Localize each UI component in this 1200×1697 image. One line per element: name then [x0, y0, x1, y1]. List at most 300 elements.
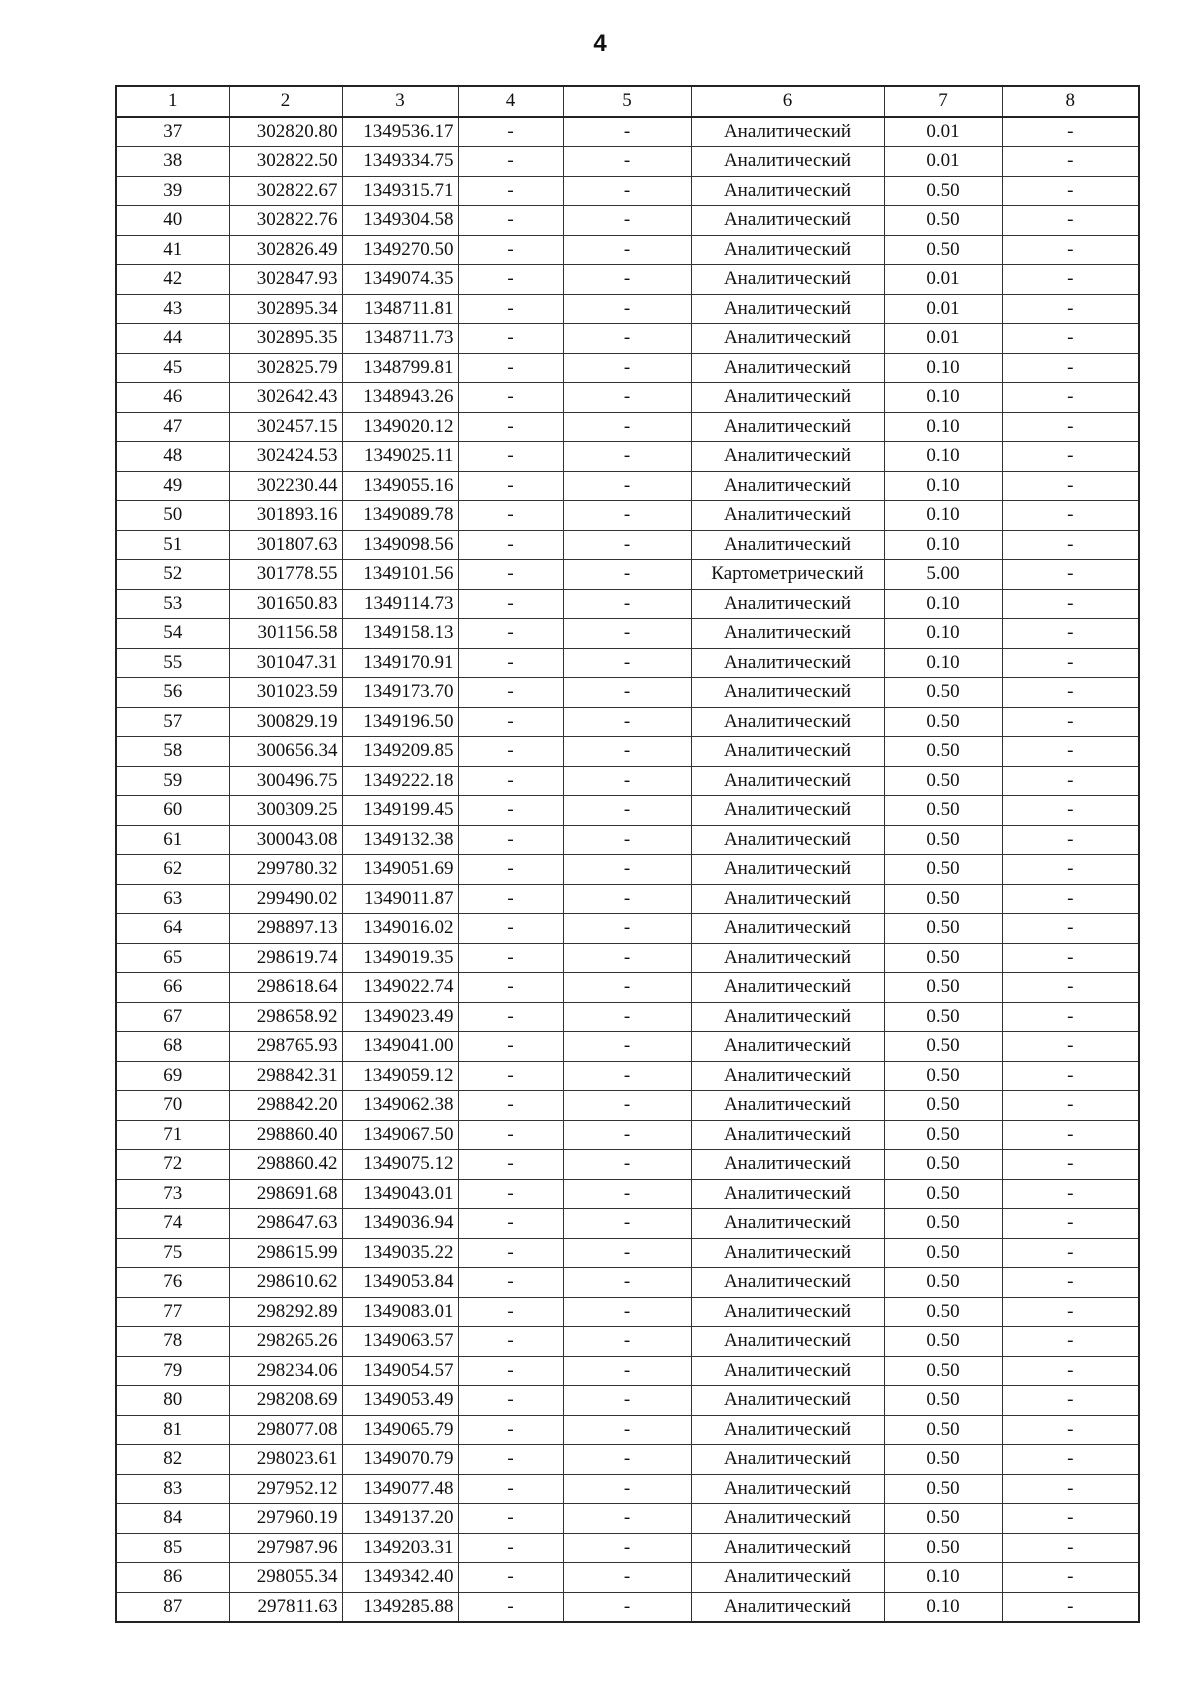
table-row [116, 235, 1139, 265]
table-cell-col-7: 0.10 [884, 501, 1002, 531]
table-cell-col-4: - [458, 1209, 563, 1239]
table-cell-col-1: 46 [116, 383, 229, 413]
table-cell-col-2: 298897.13 [229, 914, 342, 944]
table-cell-col-3: 1349196.50 [342, 707, 458, 737]
table-cell-col-8: - [1002, 147, 1139, 177]
table-cell-col-5: - [563, 943, 691, 973]
table-cell-col-5: - [563, 589, 691, 619]
table-cell-col-2: 302457.15 [229, 412, 342, 442]
table-cell-col-3: 1349035.22 [342, 1238, 458, 1268]
table-cell-col-8: - [1002, 1474, 1139, 1504]
table-cell-col-4: - [458, 1386, 563, 1416]
table-cell-col-7: 0.10 [884, 471, 1002, 501]
table-cell-col-8: - [1002, 766, 1139, 796]
table-cell-col-3: 1349101.56 [342, 560, 458, 590]
table-cell-col-6: Аналитический [691, 1563, 884, 1593]
table-row [116, 442, 1139, 472]
table-cell-col-2: 297960.19 [229, 1504, 342, 1534]
table-cell-col-8: - [1002, 973, 1139, 1003]
table-cell-col-3: 1349083.01 [342, 1297, 458, 1327]
table-cell-col-8: - [1002, 943, 1139, 973]
table-row [116, 560, 1139, 590]
table-cell-col-7: 0.10 [884, 1563, 1002, 1593]
table-cell-col-3: 1349055.16 [342, 471, 458, 501]
table-cell-col-3: 1349016.02 [342, 914, 458, 944]
table-cell-col-7: 0.50 [884, 1120, 1002, 1150]
table-row [116, 176, 1139, 206]
table-cell-col-1: 54 [116, 619, 229, 649]
table-cell-col-4: - [458, 707, 563, 737]
table-cell-col-2: 298647.63 [229, 1209, 342, 1239]
table-cell-col-1: 55 [116, 648, 229, 678]
table-cell-col-1: 83 [116, 1474, 229, 1504]
table-cell-col-4: - [458, 766, 563, 796]
table-cell-col-3: 1349019.35 [342, 943, 458, 973]
table-cell-col-7: 0.50 [884, 1179, 1002, 1209]
table-cell-col-7: 0.10 [884, 648, 1002, 678]
table-cell-col-3: 1349334.75 [342, 147, 458, 177]
table-cell-col-2: 300829.19 [229, 707, 342, 737]
table-cell-col-3: 1349059.12 [342, 1061, 458, 1091]
table-cell-col-2: 298691.68 [229, 1179, 342, 1209]
table-row [116, 294, 1139, 324]
table-cell-col-8: - [1002, 265, 1139, 295]
table-cell-col-5: - [563, 855, 691, 885]
table-cell-col-1: 53 [116, 589, 229, 619]
table-cell-col-3: 1349270.50 [342, 235, 458, 265]
table-cell-col-7: 0.50 [884, 1002, 1002, 1032]
table-cell-col-7: 5.00 [884, 560, 1002, 590]
table-cell-col-4: - [458, 1356, 563, 1386]
table-cell-col-5: - [563, 1592, 691, 1622]
table-cell-col-3: 1349070.79 [342, 1445, 458, 1475]
table-cell-col-5: - [563, 1002, 691, 1032]
table-cell-col-8: - [1002, 1032, 1139, 1062]
table-cell-col-5: - [563, 117, 691, 147]
table-cell-col-1: 51 [116, 530, 229, 560]
table-row [116, 1592, 1139, 1622]
table-cell-col-5: - [563, 176, 691, 206]
table-cell-col-1: 48 [116, 442, 229, 472]
table-cell-col-6: Аналитический [691, 1386, 884, 1416]
table-row [116, 796, 1139, 826]
table-cell-col-5: - [563, 1386, 691, 1416]
table-cell-col-1: 73 [116, 1179, 229, 1209]
table-cell-col-1: 68 [116, 1032, 229, 1062]
table-cell-col-2: 297811.63 [229, 1592, 342, 1622]
table-cell-col-6: Аналитический [691, 678, 884, 708]
table-cell-col-3: 1349022.74 [342, 973, 458, 1003]
table-cell-col-8: - [1002, 1061, 1139, 1091]
table-cell-col-7: 0.50 [884, 1386, 1002, 1416]
table-cell-col-2: 298292.89 [229, 1297, 342, 1327]
table-cell-col-2: 302847.93 [229, 265, 342, 295]
table-cell-col-6: Аналитический [691, 766, 884, 796]
table-cell-col-4: - [458, 1120, 563, 1150]
table-cell-col-1: 44 [116, 324, 229, 354]
table-cell-col-1: 40 [116, 206, 229, 236]
table-row [116, 530, 1139, 560]
table-cell-col-6: Аналитический [691, 1179, 884, 1209]
table-row [116, 766, 1139, 796]
table-cell-col-7: 0.50 [884, 1445, 1002, 1475]
table-cell-col-6: Аналитический [691, 1120, 884, 1150]
table-cell-col-6: Аналитический [691, 324, 884, 354]
table-cell-col-6: Аналитический [691, 501, 884, 531]
table-cell-col-4: - [458, 1297, 563, 1327]
table-cell-col-6: Аналитический [691, 1504, 884, 1534]
table-cell-col-6: Аналитический [691, 1061, 884, 1091]
table-header-row [116, 86, 1139, 117]
table-row [116, 648, 1139, 678]
table-cell-col-7: 0.50 [884, 855, 1002, 885]
table-cell-col-5: - [563, 1061, 691, 1091]
table-cell-col-7: 0.50 [884, 973, 1002, 1003]
table-cell-col-3: 1349285.88 [342, 1592, 458, 1622]
table-cell-col-4: - [458, 412, 563, 442]
table-cell-col-4: - [458, 796, 563, 826]
table-cell-col-6: Аналитический [691, 1209, 884, 1239]
table-cell-col-5: - [563, 1474, 691, 1504]
table-cell-col-5: - [563, 471, 691, 501]
table-cell-col-5: - [563, 147, 691, 177]
table-cell-col-7: 0.50 [884, 1061, 1002, 1091]
table-cell-col-6: Аналитический [691, 914, 884, 944]
table-cell-col-1: 69 [116, 1061, 229, 1091]
table-cell-col-3: 1349158.13 [342, 619, 458, 649]
table-cell-col-5: - [563, 1179, 691, 1209]
table-row [116, 678, 1139, 708]
table-cell-col-1: 61 [116, 825, 229, 855]
table-row [116, 1474, 1139, 1504]
table-row [116, 1032, 1139, 1062]
table-row [116, 1356, 1139, 1386]
table-cell-col-3: 1349065.79 [342, 1415, 458, 1445]
table-row [116, 147, 1139, 177]
table-cell-col-7: 0.50 [884, 1474, 1002, 1504]
table-row [116, 117, 1139, 147]
table-cell-col-3: 1349173.70 [342, 678, 458, 708]
table-cell-col-2: 300656.34 [229, 737, 342, 767]
table-cell-col-7: 0.50 [884, 176, 1002, 206]
table-cell-col-6: Аналитический [691, 1297, 884, 1327]
table-cell-col-2: 302826.49 [229, 235, 342, 265]
table-cell-col-3: 1349199.45 [342, 796, 458, 826]
table-cell-col-4: - [458, 176, 563, 206]
table-cell-col-5: - [563, 265, 691, 295]
table-cell-col-3: 1348711.73 [342, 324, 458, 354]
table-cell-col-6: Аналитический [691, 1445, 884, 1475]
table-cell-col-3: 1349132.38 [342, 825, 458, 855]
table-cell-col-7: 0.10 [884, 530, 1002, 560]
table-cell-col-4: - [458, 1592, 563, 1622]
table-cell-col-6: Аналитический [691, 176, 884, 206]
table-cell-col-1: 66 [116, 973, 229, 1003]
table-cell-col-2: 298860.42 [229, 1150, 342, 1180]
table-cell-col-2: 300309.25 [229, 796, 342, 826]
table-cell-col-5: - [563, 1238, 691, 1268]
table-cell-col-5: - [563, 442, 691, 472]
table-cell-col-7: 0.01 [884, 324, 1002, 354]
table-cell-col-7: 0.01 [884, 147, 1002, 177]
table-cell-col-2: 301156.58 [229, 619, 342, 649]
coordinates-table [115, 85, 1140, 1623]
table-cell-col-1: 47 [116, 412, 229, 442]
table-cell-col-8: - [1002, 884, 1139, 914]
table-row [116, 707, 1139, 737]
table-cell-col-2: 301023.59 [229, 678, 342, 708]
table-cell-col-5: - [563, 884, 691, 914]
table-cell-col-8: - [1002, 648, 1139, 678]
table-cell-col-2: 301893.16 [229, 501, 342, 531]
table-cell-col-4: - [458, 235, 563, 265]
table-cell-col-2: 298860.40 [229, 1120, 342, 1150]
table-cell-col-8: - [1002, 1091, 1139, 1121]
table-cell-col-1: 84 [116, 1504, 229, 1534]
table-cell-col-1: 60 [116, 796, 229, 826]
table-cell-col-8: - [1002, 1356, 1139, 1386]
table-cell-col-1: 45 [116, 353, 229, 383]
table-cell-col-4: - [458, 1032, 563, 1062]
table-row [116, 1533, 1139, 1563]
table-cell-col-6: Аналитический [691, 1327, 884, 1357]
column-header-1: 1 [116, 86, 229, 117]
table-cell-col-8: - [1002, 1504, 1139, 1534]
table-cell-col-6: Аналитический [691, 619, 884, 649]
table-cell-col-4: - [458, 206, 563, 236]
table-cell-col-2: 302424.53 [229, 442, 342, 472]
table-cell-col-2: 298842.20 [229, 1091, 342, 1121]
table-cell-col-5: - [563, 914, 691, 944]
table-cell-col-5: - [563, 1209, 691, 1239]
table-cell-col-7: 0.50 [884, 1297, 1002, 1327]
table-cell-col-8: - [1002, 530, 1139, 560]
table-cell-col-7: 0.50 [884, 1327, 1002, 1357]
table-cell-col-1: 56 [116, 678, 229, 708]
table-cell-col-4: - [458, 1563, 563, 1593]
table-cell-col-8: - [1002, 1179, 1139, 1209]
table-cell-col-6: Аналитический [691, 1356, 884, 1386]
table-cell-col-3: 1349089.78 [342, 501, 458, 531]
table-cell-col-5: - [563, 1327, 691, 1357]
table-cell-col-7: 0.10 [884, 1592, 1002, 1622]
table-cell-col-3: 1349023.49 [342, 1002, 458, 1032]
table-cell-col-5: - [563, 560, 691, 590]
table-cell-col-3: 1349053.84 [342, 1268, 458, 1298]
table-cell-col-1: 39 [116, 176, 229, 206]
table-cell-col-6: Аналитический [691, 442, 884, 472]
table-cell-col-2: 302230.44 [229, 471, 342, 501]
table-row [116, 1061, 1139, 1091]
table-cell-col-1: 41 [116, 235, 229, 265]
table-cell-col-4: - [458, 1268, 563, 1298]
table-row [116, 1209, 1139, 1239]
table-cell-col-8: - [1002, 1415, 1139, 1445]
table-cell-col-6: Аналитический [691, 235, 884, 265]
table-cell-col-7: 0.50 [884, 1533, 1002, 1563]
table-cell-col-3: 1349222.18 [342, 766, 458, 796]
table-row [116, 265, 1139, 295]
table-cell-col-5: - [563, 353, 691, 383]
table-cell-col-5: - [563, 1504, 691, 1534]
table-cell-col-6: Аналитический [691, 353, 884, 383]
table-cell-col-3: 1349077.48 [342, 1474, 458, 1504]
table-cell-col-8: - [1002, 501, 1139, 531]
table-cell-col-1: 78 [116, 1327, 229, 1357]
table-cell-col-4: - [458, 383, 563, 413]
table-cell-col-5: - [563, 1032, 691, 1062]
table-cell-col-7: 0.10 [884, 353, 1002, 383]
table-cell-col-8: - [1002, 737, 1139, 767]
table-cell-col-1: 37 [116, 117, 229, 147]
table-cell-col-7: 0.10 [884, 442, 1002, 472]
table-row [116, 1002, 1139, 1032]
table-cell-col-8: - [1002, 1592, 1139, 1622]
column-header-7: 7 [884, 86, 1002, 117]
table-cell-col-6: Аналитический [691, 796, 884, 826]
table-cell-col-4: - [458, 1061, 563, 1091]
table-cell-col-3: 1349025.11 [342, 442, 458, 472]
table-cell-col-3: 1349043.01 [342, 1179, 458, 1209]
table-row [116, 825, 1139, 855]
table-row [116, 1297, 1139, 1327]
table-cell-col-3: 1349137.20 [342, 1504, 458, 1534]
table-cell-col-5: - [563, 412, 691, 442]
table-row [116, 471, 1139, 501]
table-cell-col-7: 0.50 [884, 678, 1002, 708]
table-cell-col-4: - [458, 560, 563, 590]
table-cell-col-7: 0.50 [884, 796, 1002, 826]
table-cell-col-4: - [458, 943, 563, 973]
table-cell-col-5: - [563, 648, 691, 678]
table-cell-col-6: Аналитический [691, 383, 884, 413]
table-cell-col-2: 302825.79 [229, 353, 342, 383]
table-cell-col-7: 0.10 [884, 383, 1002, 413]
table-cell-col-3: 1349011.87 [342, 884, 458, 914]
table-cell-col-8: - [1002, 1209, 1139, 1239]
table-cell-col-1: 63 [116, 884, 229, 914]
table-cell-col-7: 0.50 [884, 766, 1002, 796]
table-cell-col-8: - [1002, 117, 1139, 147]
table-cell-col-3: 1349053.49 [342, 1386, 458, 1416]
table-cell-col-6: Аналитический [691, 530, 884, 560]
table-row [116, 1120, 1139, 1150]
table-cell-col-1: 82 [116, 1445, 229, 1475]
table-cell-col-2: 300496.75 [229, 766, 342, 796]
table-cell-col-8: - [1002, 1386, 1139, 1416]
table-cell-col-3: 1349063.57 [342, 1327, 458, 1357]
table-cell-col-6: Аналитический [691, 1474, 884, 1504]
table-cell-col-6: Аналитический [691, 1150, 884, 1180]
table-cell-col-6: Аналитический [691, 265, 884, 295]
table-row [116, 1415, 1139, 1445]
table-cell-col-7: 0.50 [884, 1504, 1002, 1534]
table-cell-col-4: - [458, 973, 563, 1003]
table-cell-col-4: - [458, 1327, 563, 1357]
table-cell-col-3: 1349536.17 [342, 117, 458, 147]
table-cell-col-6: Аналитический [691, 737, 884, 767]
table-cell-col-3: 1349209.85 [342, 737, 458, 767]
table-cell-col-5: - [563, 1356, 691, 1386]
table-row [116, 943, 1139, 973]
table-cell-col-6: Аналитический [691, 117, 884, 147]
table-cell-col-6: Аналитический [691, 1592, 884, 1622]
table-cell-col-3: 1349170.91 [342, 648, 458, 678]
table-cell-col-4: - [458, 1533, 563, 1563]
table-cell-col-1: 43 [116, 294, 229, 324]
table-cell-col-4: - [458, 471, 563, 501]
table-cell-col-5: - [563, 619, 691, 649]
table-cell-col-5: - [563, 825, 691, 855]
table-cell-col-6: Аналитический [691, 1238, 884, 1268]
table-cell-col-7: 0.01 [884, 294, 1002, 324]
table-cell-col-7: 0.01 [884, 117, 1002, 147]
table-cell-col-8: - [1002, 1533, 1139, 1563]
table-cell-col-7: 0.10 [884, 412, 1002, 442]
table-cell-col-8: - [1002, 471, 1139, 501]
table-cell-col-1: 80 [116, 1386, 229, 1416]
table-cell-col-3: 1349041.00 [342, 1032, 458, 1062]
table-cell-col-6: Аналитический [691, 707, 884, 737]
table-cell-col-2: 297987.96 [229, 1533, 342, 1563]
table-cell-col-1: 38 [116, 147, 229, 177]
table-cell-col-6: Аналитический [691, 825, 884, 855]
table-cell-col-3: 1349036.94 [342, 1209, 458, 1239]
table-cell-col-5: - [563, 737, 691, 767]
table-cell-col-4: - [458, 1445, 563, 1475]
table-row [116, 383, 1139, 413]
table-cell-col-8: - [1002, 796, 1139, 826]
table-cell-col-7: 0.50 [884, 1150, 1002, 1180]
table-cell-col-6: Аналитический [691, 884, 884, 914]
table-cell-col-1: 58 [116, 737, 229, 767]
table-row [116, 206, 1139, 236]
table-cell-col-7: 0.10 [884, 589, 1002, 619]
table-cell-col-1: 64 [116, 914, 229, 944]
table-cell-col-8: - [1002, 1445, 1139, 1475]
table-cell-col-6: Аналитический [691, 294, 884, 324]
table-cell-col-2: 298842.31 [229, 1061, 342, 1091]
table-cell-col-4: - [458, 678, 563, 708]
table-cell-col-1: 50 [116, 501, 229, 531]
table-cell-col-6: Картометрический [691, 560, 884, 590]
table-row [116, 1091, 1139, 1121]
table-cell-col-7: 0.10 [884, 619, 1002, 649]
table-cell-col-4: - [458, 648, 563, 678]
table-cell-col-2: 298619.74 [229, 943, 342, 973]
table-cell-col-4: - [458, 294, 563, 324]
table-row [116, 1504, 1139, 1534]
table-cell-col-4: - [458, 442, 563, 472]
table-cell-col-3: 1349020.12 [342, 412, 458, 442]
table-cell-col-1: 86 [116, 1563, 229, 1593]
table-cell-col-1: 75 [116, 1238, 229, 1268]
table-cell-col-4: - [458, 884, 563, 914]
table-row [116, 973, 1139, 1003]
table-cell-col-5: - [563, 1150, 691, 1180]
table-cell-col-3: 1349051.69 [342, 855, 458, 885]
table-cell-col-5: - [563, 678, 691, 708]
table-cell-col-8: - [1002, 1238, 1139, 1268]
table-cell-col-3: 1349304.58 [342, 206, 458, 236]
table-cell-col-5: - [563, 1268, 691, 1298]
table-cell-col-8: - [1002, 560, 1139, 590]
table-cell-col-7: 0.50 [884, 235, 1002, 265]
table-cell-col-8: - [1002, 1268, 1139, 1298]
table-cell-col-4: - [458, 737, 563, 767]
table-cell-col-2: 301807.63 [229, 530, 342, 560]
table-cell-col-7: 0.50 [884, 1238, 1002, 1268]
